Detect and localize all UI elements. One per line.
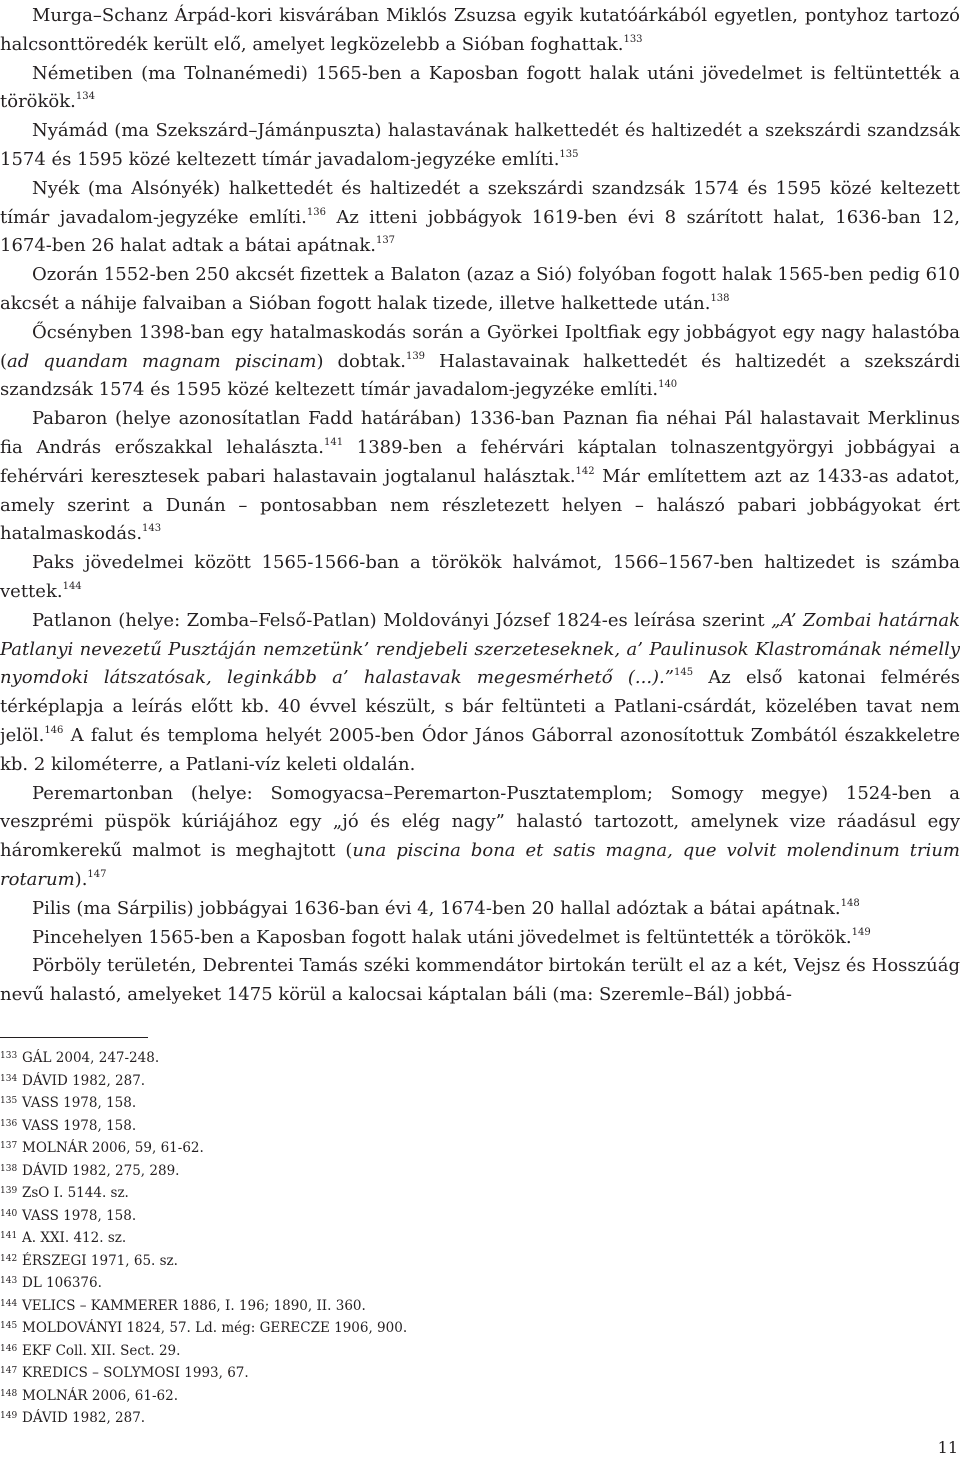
footnote: 146 EKF Coll. XII. Sect. 29. xyxy=(0,1342,181,1359)
footnote: 135 VASS 1978, 158. xyxy=(0,1095,137,1111)
footnote-ref: 148 xyxy=(840,897,860,909)
footnote-ref: 143 xyxy=(142,523,162,535)
footnote: 145 MOLDOVÁNYI 1824, 57. Ld. még: GERECZE 1906, 900. xyxy=(0,1320,408,1336)
footnote: 136 VASS 1978, 158. xyxy=(0,1117,137,1134)
paragraph-porboly: Pörböly területén, Debrentei Tamás széki kommendátor birtokán terült el az a két, Vejsz és Hosszúág nevű halastó, amelyeket 1475 körül a kalocsai káptalan báli (ma: Szeremle–Bál) jobbá- xyxy=(0,955,960,1006)
paragraph-patlan: Patlanon (helye: Zomba–Felső-Patlan) Moldoványi József 1824-es leírása szerint „A’ Zombai határnak Patlanyi nevezetű Pusztáján nemzetünk’ rendjebeli szerzeteseknek, a’ Paulinusok Klastromának némelly nyomdoki látszatósak, leginkább a’ halastavak megesmérhető (...).”$^{145}$ Az első katonai felmérés térképlapja a leírás előtt kb. 40 évvel készült, s bár feltünteti a Patlani-csárdát, közelében tavat nem jelöl.$^{146}$ A falut és temploma helyét 2005-ben Ódor János Gáborral azonosítottuk Zombától északkeletre kb. 2 kilométerre, a Patlani-víz keleti oldalán. xyxy=(0,609,960,775)
footnote-ref: 140 xyxy=(658,379,678,391)
footnote-ref: 141 xyxy=(323,436,344,448)
footnote: 133 GÁL 2004, 247-248. xyxy=(0,1050,160,1066)
paragraph-pilis: Pilis (ma Sárpilis) jobbágyai 1636-ban évi 4, 1674-ben 20 hallal adóztak a bátai apátnak.$^{148}$ xyxy=(32,897,860,919)
footnote-ref: 137 xyxy=(375,235,396,247)
footnote: 141 A. XXI. 412. sz. xyxy=(0,1230,127,1246)
footnote: 149 DÁVID 1982, 287. xyxy=(0,1410,146,1426)
footnote-ref: 146 xyxy=(44,724,64,736)
footnote-ref: 147 xyxy=(87,868,107,880)
footnote: 143 DL 106376. xyxy=(0,1275,102,1291)
footnote-ref: 144 xyxy=(62,580,82,592)
page-number: 11 xyxy=(937,1438,958,1457)
footnote: 138 DÁVID 1982, 275, 289. xyxy=(0,1162,180,1179)
paragraph-ocseny: Őcsényben 1398-ban egy hatalmaskodás során a Györkei Ipoltfiak egy jobbágyot egy nagy halastóba (ad quandam magnam piscinam) dobtak.$^{139}$ Halastavainak halkettedét és haltizedét a szekszárdi szandzsák 1574 és 1595 közé keltezett tímár javadalom-jegyzéke említi.$^{140}$ xyxy=(0,321,960,401)
body-text xyxy=(0,2,960,1010)
footnote-ref: 134 xyxy=(75,91,95,103)
paragraph-nyamad: Nyámád (ma Szekszárd–Jámánpuszta) halastavának halkettedét és haltizedét a szekszárdi szandzsák 1574 és 1595 közé keltezett tímár javadalom-jegyzéke említi.$^{135}$ xyxy=(0,120,960,170)
footnotes xyxy=(0,1046,960,1429)
footnote: 142 ÉRSZEGI 1971, 65. sz. xyxy=(0,1252,178,1269)
footnote-ref: 136 xyxy=(306,206,326,218)
footnote-ref: 139 xyxy=(405,350,426,362)
footnote-ref: 133 xyxy=(623,33,643,45)
footnote: 139 ZsO I. 5144. sz. xyxy=(0,1185,129,1201)
footnote-ref: 135 xyxy=(559,148,579,160)
footnote-ref: 149 xyxy=(851,926,871,938)
footnote: 137 MOLNÁR 2006, 59, 61-62. xyxy=(0,1140,204,1156)
paragraph-ozora: Ozorán 1552-ben 250 akcsét fizettek a Balaton (azaz a Sió) folyóban fogott halak 1565-ben pedig 610 akcsét a náhije falvaiban a Sióban fogott halak tizede, illetve halkettede után.$^{138}$ xyxy=(0,264,960,314)
footnote-separator xyxy=(0,1037,148,1038)
footnote: 140 VASS 1978, 158. xyxy=(0,1207,137,1224)
paragraph-peremarton: Peremartonban (helye: Somogyacsa–Peremarton-Pusztatemplom; Somogy megye) 1524-ben a veszprémi püspök kúriájához egy „jó és elég nagy” halastó tartozott, amelynek vize ráadásul egy háromkerekű malmot is meghajtott (una piscina bona et satis magna, que volvit molendinum trium rotarum).$^{147}$ xyxy=(0,782,960,890)
paragraph-murga: Murga–Schanz Árpád-kori kisvárában Miklós Zsuzsa egyik kutatóárkából egyetlen, pontyhoz tartozó halcsonttöredék került elő, amelyet legközelebb a Sióban foghattak.$^{133}$ xyxy=(0,5,960,55)
paragraph-paks: Paks jövedelmei között 1565-1566-ban a törökök halvámot, 1566–1567-ben haltizedet is számba vettek.$^{144}$ xyxy=(0,552,960,602)
footnote-ref: 138 xyxy=(710,292,730,304)
paragraph-nyek: Nyék (ma Alsónyék) halkettedét és haltizedét a szekszárdi szandzsák 1574 és 1595 közé keltezett tímár javadalom-jegyzéke említi.$^{136}$ Az itteni jobbágyok 1619-ben évi 8 szárított halat, 1636-ban 12, 1674-ben 26 halat adtak a bátai apátnak.$^{137}$ xyxy=(0,177,960,257)
footnote: 148 MOLNÁR 2006, 61-62. xyxy=(0,1387,179,1404)
footnote: 134 DÁVID 1982, 287. xyxy=(0,1072,146,1089)
footnote-ref: 142 xyxy=(575,465,595,477)
paragraph-nemeti: Németiben (ma Tolnanémedi) 1565-ben a Kaposban fogott halak utáni jövedelmet is feltüntették a törökök.$^{134}$ xyxy=(0,62,960,113)
footnote: 144 VELICS – KAMMERER 1886, I. 196; 1890, II. 360. xyxy=(0,1297,366,1314)
paragraph-pabar: Pabaron (helye azonosítatlan Fadd határában) 1336-ban Paznan fia néhai Pál halastavait Merklinus fia András erőszakkal lehalászta.$^{141}$ 1389-ben a fehérvári káptalan tolnaszentgyörgyi jobbágyai a fehérvári keresztesek pabari halastavain jogtalanul halásztak.$^{142}$ Már említettem azt az 1433-as adatot, amely szerint a Dunán – pontosabban nem részletezett helyen – halászó pabari jobbágyokat ért hatalmaskodás.$^{143}$ xyxy=(0,408,960,545)
paragraph-pincehely: Pincehelyen 1565-ben a Kaposban fogott halak utáni jövedelmet is feltüntették a törökök.$^{149}$ xyxy=(32,926,871,948)
footnote: 147 KREDICS – SOLYMOSI 1993, 67. xyxy=(0,1365,249,1381)
footnote-ref: 145 xyxy=(673,667,694,679)
